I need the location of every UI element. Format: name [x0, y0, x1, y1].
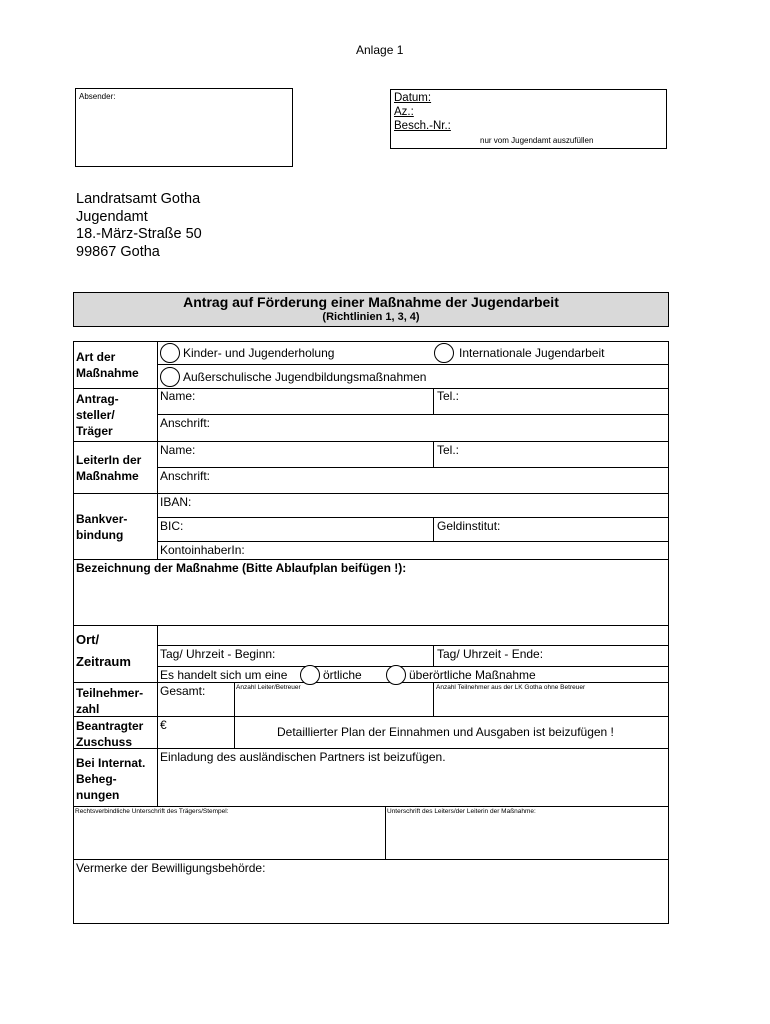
address-line: 99867 Gotha: [76, 243, 160, 260]
radio-internationale-jugendarbeit[interactable]: [434, 343, 454, 363]
datum-label: Datum:: [394, 92, 432, 104]
antragsteller-label: [76, 391, 119, 439]
plan-note: Detaillierter Plan der Einnahmen und Ausgaben ist beizufügen !: [277, 725, 614, 739]
label-line: nungen: [76, 788, 120, 802]
radio-oertliche[interactable]: [300, 665, 320, 685]
ort-zeitraum-label: [76, 629, 131, 673]
row-divider: [157, 364, 669, 365]
row-divider: [157, 666, 669, 667]
antragsteller-anschrift-field[interactable]: Anschrift:: [160, 416, 211, 430]
label-line: bindung: [76, 528, 124, 542]
label-line: Maßnahme: [76, 366, 139, 380]
row-divider: [73, 625, 669, 626]
col-divider: [157, 625, 158, 806]
label-line: Art der: [76, 350, 116, 364]
col-divider: [433, 682, 434, 716]
antragsteller-name-field[interactable]: Name:: [160, 389, 196, 403]
label-line: Beheg-: [76, 772, 117, 786]
geldinstitut-field[interactable]: Geldinstitut:: [437, 519, 501, 533]
address-line: Jugendamt: [76, 208, 148, 225]
iban-field[interactable]: IBAN:: [160, 495, 192, 509]
row-divider: [157, 517, 669, 518]
art-label: [76, 349, 139, 381]
ueberoertliche-label: überörtliche Maßnahme: [409, 668, 536, 682]
leiter-label: [76, 452, 141, 484]
internat-label: [76, 755, 145, 803]
label-line: Ort/: [76, 632, 100, 647]
row-divider: [73, 441, 669, 442]
radio-ueberoertliche[interactable]: [386, 665, 406, 685]
label-line: Beantragter: [76, 719, 144, 733]
col-divider: [157, 341, 158, 559]
label-line: Träger: [76, 424, 113, 438]
col-divider: [433, 645, 434, 666]
handelt-label: Es handelt sich um eine: [160, 668, 288, 682]
gesamt-field[interactable]: Gesamt:: [160, 684, 206, 698]
col-divider: [433, 388, 434, 414]
kontoinhaber-field[interactable]: KontoinhaberIn:: [160, 543, 245, 557]
label-line: Antrag-: [76, 392, 119, 406]
row-divider: [157, 645, 669, 646]
signature-leiter-field[interactable]: Unterschrift des Leiters/der Leiterin der Maßnahme:: [387, 808, 536, 815]
address-line: Landratsamt Gotha: [76, 191, 201, 207]
col-divider: [433, 517, 434, 541]
antragsteller-tel-field[interactable]: Tel.:: [437, 389, 460, 403]
bank-label: [76, 511, 127, 543]
option-label: Außerschulische Jugendbildungsmaßnahmen: [183, 370, 427, 384]
form-title: Antrag auf Förderung einer Maßnahme der Jugendarbeit: [183, 294, 559, 310]
row-divider: [73, 716, 669, 717]
beginn-field[interactable]: Tag/ Uhrzeit - Beginn:: [160, 647, 276, 661]
sender-label: Absender:: [79, 92, 116, 101]
label-line: Zuschuss: [76, 735, 133, 749]
az-label: Az.:: [394, 106, 414, 118]
row-divider: [157, 467, 669, 468]
signature-traeger-field[interactable]: Rechtsverbindliche Unterschrift des Trägers/Stempel:: [75, 808, 229, 815]
bic-field[interactable]: BIC:: [160, 519, 184, 533]
col-divider: [234, 682, 235, 748]
zuschuss-label: [76, 718, 143, 750]
row-divider: [73, 682, 669, 683]
office-use-note: nur vom Jugendamt auszufüllen: [480, 136, 594, 145]
vermerke-field: Vermerke der Bewilligungsbehörde:: [76, 861, 266, 875]
ende-field[interactable]: Tag/ Uhrzeit - Ende:: [437, 647, 544, 661]
leiter-name-field[interactable]: Name:: [160, 443, 196, 457]
label-line: LeiterIn der: [76, 453, 142, 467]
col-divider: [385, 806, 386, 859]
label-line: zahl: [76, 702, 100, 716]
option-label: Kinder- und Jugenderholung: [183, 346, 335, 360]
sender-box[interactable]: [75, 88, 293, 167]
label-line: Bei Internat.: [76, 756, 146, 770]
row-divider: [73, 806, 669, 807]
radio-ausserschulische-bildung[interactable]: [160, 367, 180, 387]
oertliche-label: örtliche: [323, 668, 362, 682]
address-line: 18.-März-Straße 50: [76, 226, 202, 242]
bezeichnung-field[interactable]: Bezeichnung der Maßnahme (Bitte Ablaufplan beifügen !):: [76, 561, 407, 575]
teilnehmer-label: [76, 685, 143, 717]
row-divider: [157, 541, 669, 542]
besch-nr-label: Besch.-Nr.:: [394, 120, 451, 132]
col-divider: [433, 441, 434, 467]
row-divider: [73, 859, 669, 860]
leiter-count-field[interactable]: Anzahl Leiter/Betreuer: [236, 684, 301, 691]
lk-count-field[interactable]: Anzahl Teilnehmer aus der LK Gotha ohne Betreuer: [436, 684, 586, 691]
row-divider: [73, 493, 669, 494]
label-line: Bankver-: [76, 512, 128, 526]
label-line: Teilnehmer-: [76, 686, 144, 700]
leiter-tel-field[interactable]: Tel.:: [437, 443, 460, 457]
option-label: Internationale Jugendarbeit: [459, 346, 605, 360]
anlage-label: Anlage 1: [356, 43, 404, 57]
label-line: steller/: [76, 408, 115, 422]
label-line: Maßnahme: [76, 469, 139, 483]
row-divider: [73, 559, 669, 560]
label-line: Zeitraum: [76, 654, 131, 669]
row-divider: [157, 414, 669, 415]
title-banner: [73, 292, 669, 327]
recipient-address: [76, 191, 202, 261]
leiter-anschrift-field[interactable]: Anschrift:: [160, 469, 211, 483]
form-subtitle: (Richtlinien 1, 3, 4): [322, 311, 420, 323]
row-divider: [73, 748, 669, 749]
radio-kinder-jugenderholung[interactable]: [160, 343, 180, 363]
office-use-box: [390, 89, 667, 149]
invitation-note: Einladung des ausländischen Partners ist beizufügen.: [160, 750, 446, 764]
zuschuss-amount-field[interactable]: €: [160, 718, 167, 732]
